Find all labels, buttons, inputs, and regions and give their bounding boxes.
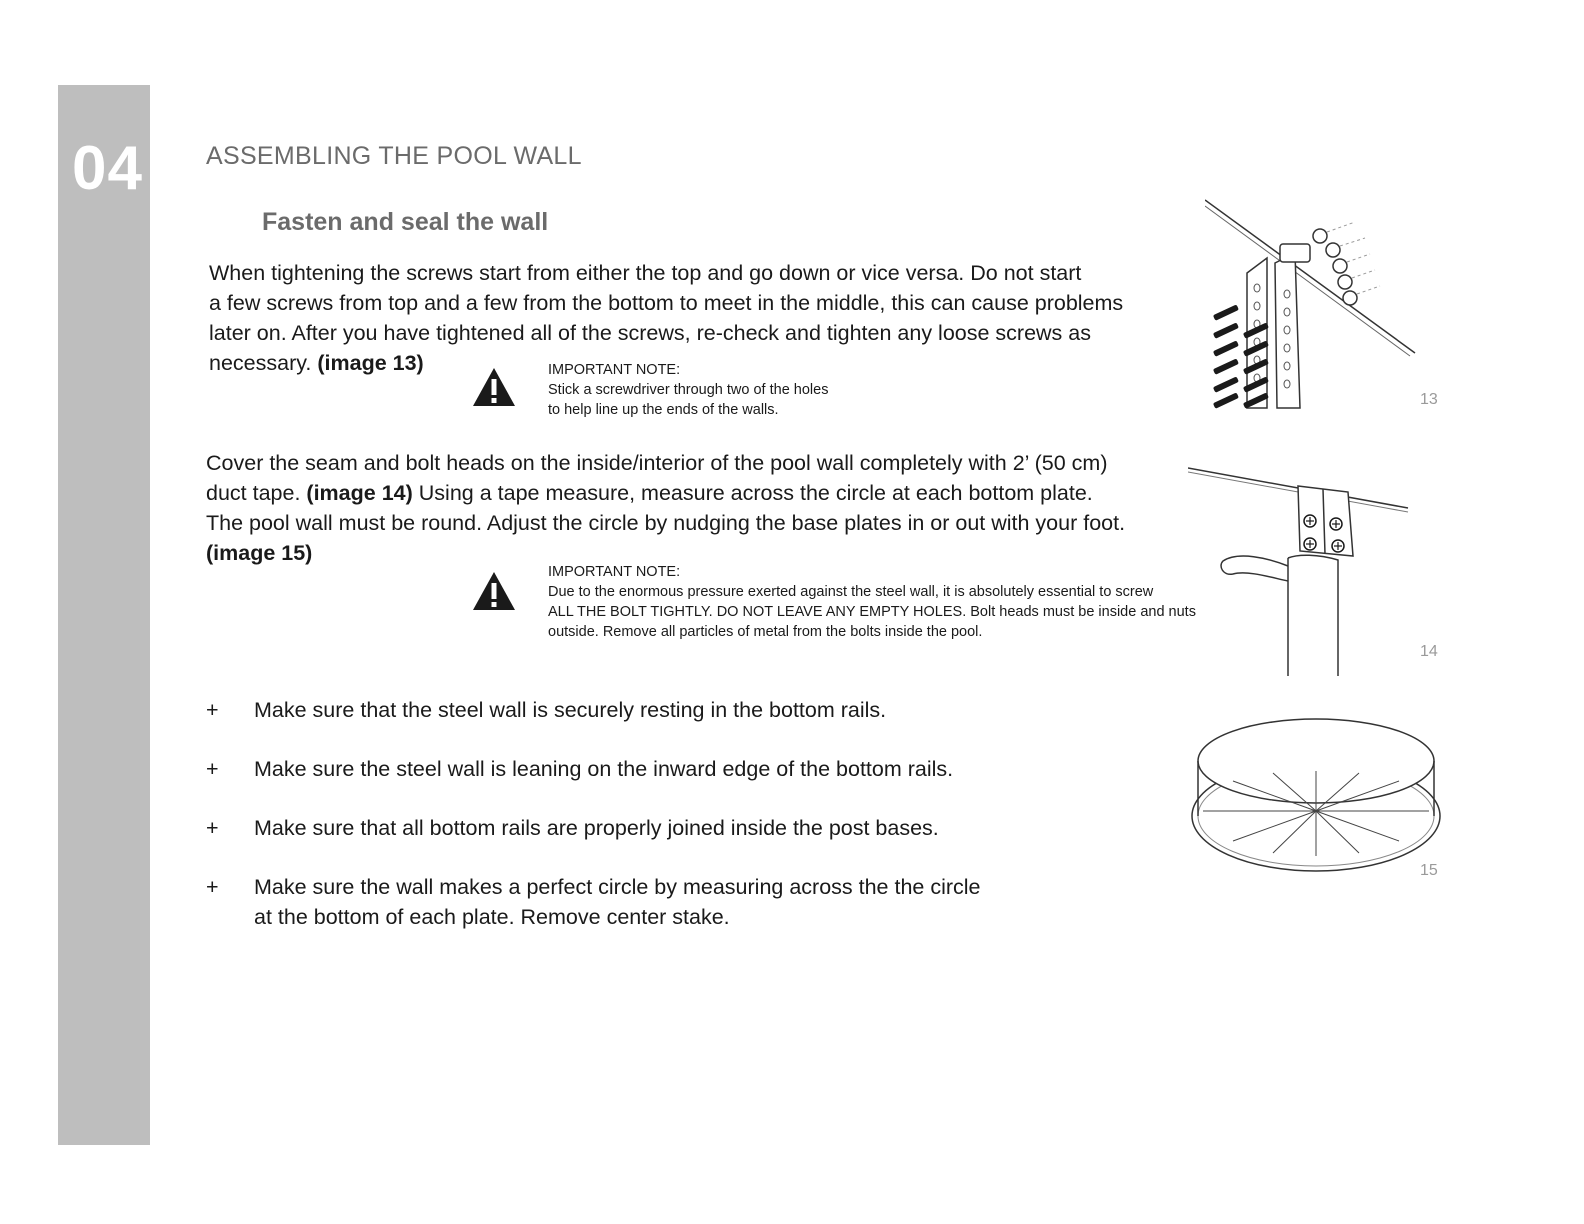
- list-item: [206, 754, 1106, 784]
- figure-number: 13: [1420, 391, 1438, 408]
- figure-14-taped-seam: [1188, 466, 1418, 676]
- paragraph-text: Using a tape measure, measure across the circle at each bottom plate.: [418, 481, 1093, 505]
- image-reference: (image 15): [206, 541, 313, 565]
- paragraph-line: The pool wall must be round. Adjust the circle by nudging the base plates in or out with your foot.: [206, 511, 1126, 535]
- paragraph-2: [206, 448, 1125, 568]
- paragraph-line: When tightening the screws start from either the top and go down or vice versa. Do not start: [209, 261, 1082, 285]
- list-item: [206, 695, 1106, 725]
- note-line: outside. Remove all particles of metal from the bolts inside the pool.: [548, 624, 983, 640]
- bullet-marker: +: [206, 875, 219, 899]
- figure-number: 14: [1420, 643, 1438, 660]
- paragraph-line: Cover the seam and bolt heads on the inside/interior of the pool wall completely with 2’ (50 cm): [206, 451, 1108, 475]
- chapter-number: 04: [72, 134, 143, 203]
- note-line: to help line up the ends of the walls.: [548, 402, 779, 418]
- figure-number: 15: [1420, 862, 1438, 879]
- image-reference: (image 13): [317, 351, 424, 375]
- paragraph-line: [206, 478, 1125, 508]
- note-title: IMPORTANT NOTE:: [548, 362, 681, 378]
- figure-13-wall-bolting: [1205, 198, 1425, 416]
- paragraph-line: later on. After you have tightened all of the screws, re-check and tighten any loose screws as: [209, 321, 1091, 345]
- paragraph-text: necessary.: [209, 351, 312, 375]
- figure-15-pool-circle: [1188, 716, 1448, 896]
- paragraph-text: duct tape.: [206, 481, 301, 505]
- list-item-text: Make sure the wall makes a perfect circle by measuring across the the circle: [254, 875, 981, 899]
- note-line: Stick a screwdriver through two of the holes: [548, 382, 829, 398]
- chapter-sidebar: [58, 85, 150, 1145]
- list-item: [206, 813, 1106, 843]
- bullet-marker: +: [206, 757, 219, 781]
- list-item-text: at the bottom of each plate. Remove center stake.: [254, 905, 730, 929]
- paragraph-line: a few screws from top and a few from the bottom to meet in the middle, this can cause problems: [209, 291, 1124, 315]
- image-reference: (image 14): [306, 481, 413, 505]
- list-item-text: Make sure that the steel wall is securely resting in the bottom rails.: [254, 698, 887, 722]
- bullet-marker: +: [206, 698, 219, 722]
- note-line: ALL THE BOLT TIGHTLY. DO NOT LEAVE ANY EMPTY HOLES. Bolt heads must be inside and nuts: [548, 604, 1196, 620]
- checklist: [206, 695, 1106, 961]
- section-title: ASSEMBLING THE POOL WALL: [206, 142, 582, 170]
- important-note-1: [548, 360, 828, 420]
- bullet-marker: +: [206, 816, 219, 840]
- list-item-text: Make sure that all bottom rails are properly joined inside the post bases.: [254, 816, 939, 840]
- warning-icon: [472, 366, 516, 408]
- note-title: IMPORTANT NOTE:: [548, 564, 681, 580]
- note-line: Due to the enormous pressure exerted against the steel wall, it is absolutely essential to screw: [548, 584, 1154, 600]
- subheading: Fasten and seal the wall: [262, 208, 549, 236]
- list-item-text: Make sure the steel wall is leaning on the inward edge of the bottom rails.: [254, 757, 954, 781]
- warning-icon: [472, 570, 516, 612]
- list-item: [206, 872, 1106, 932]
- important-note-2: [548, 562, 1196, 642]
